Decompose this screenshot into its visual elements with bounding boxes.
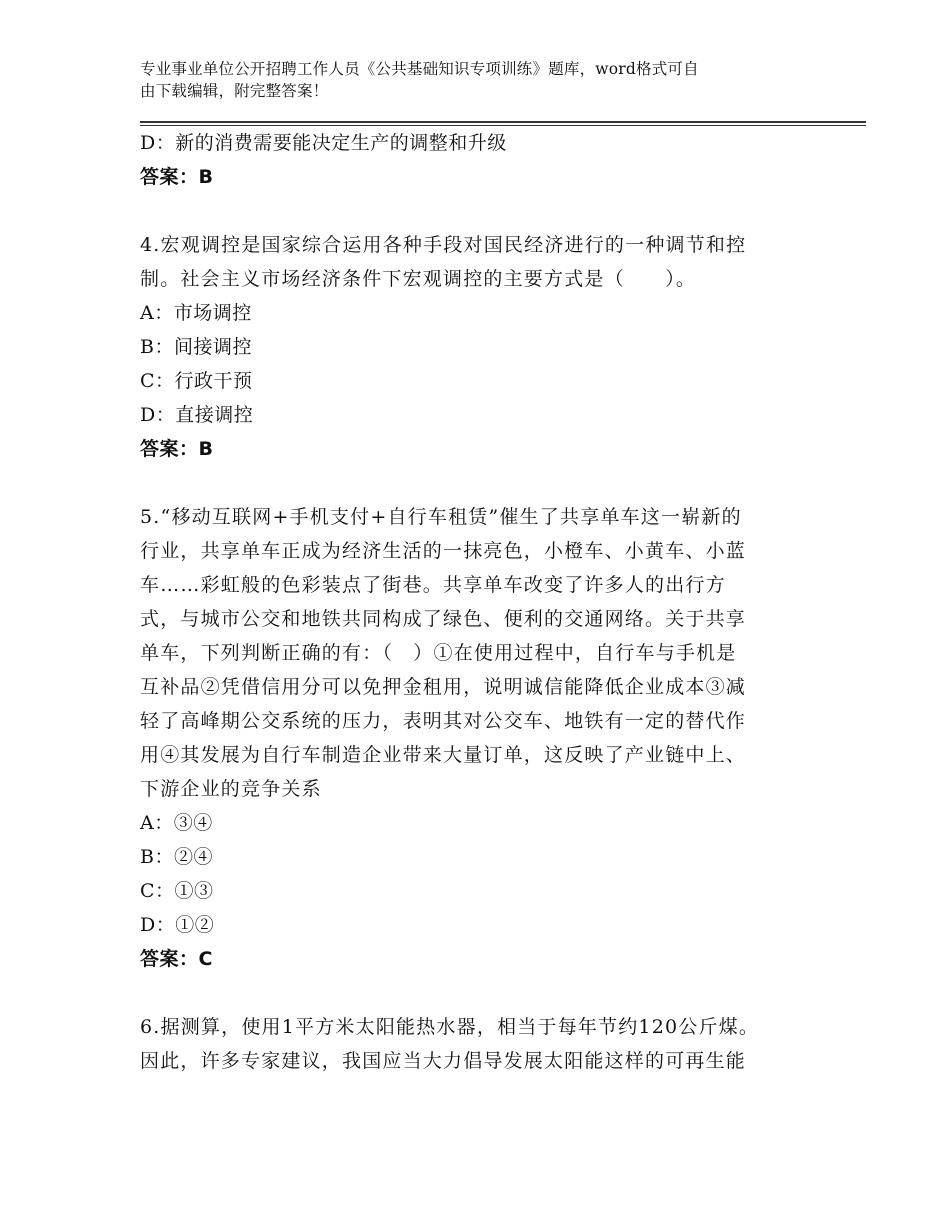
header-line-1: 专业事业单位公开招聘工作人员《公共基础知识专项训练》题库，word格式可自 bbox=[140, 60, 699, 78]
q5-option-a: A：③④ bbox=[140, 812, 213, 834]
page-header bbox=[140, 58, 810, 102]
q3-answer: 答案：B bbox=[140, 166, 214, 188]
q4-stem-line: 制。社会主义市场经济条件下宏观调控的主要方式是（ ）。 bbox=[140, 268, 697, 290]
q4-option-a: A：市场调控 bbox=[140, 302, 252, 324]
question-3-tail bbox=[140, 126, 820, 194]
q6-stem-line: 因此，许多专家建议，我国应当大力倡导发展太阳能这样的可再生能 bbox=[140, 1050, 747, 1072]
q4-option-b: B：间接调控 bbox=[140, 336, 252, 358]
header-rule-thick bbox=[140, 121, 866, 123]
q3-option-d: D：新的消费需要能决定生产的调整和升级 bbox=[140, 132, 507, 154]
q5-stem-line: 单车，下列判断正确的有：（ ）①在使用过程中，自行车与手机是 bbox=[140, 642, 737, 664]
q4-option-c: C：行政干预 bbox=[140, 370, 253, 392]
q5-stem-line: 式，与城市公交和地铁共同构成了绿色、便利的交通网络。关于共享 bbox=[140, 608, 747, 630]
q5-stem-line: 车……彩虹般的色彩装点了街巷。共享单车改变了许多人的出行方 bbox=[140, 574, 726, 596]
q5-stem-line: 行业，共享单车正成为经济生活的一抹亮色，小橙车、小黄车、小蓝 bbox=[140, 540, 747, 562]
spacer bbox=[140, 466, 820, 500]
q5-option-c: C：①③ bbox=[140, 880, 214, 902]
q5-answer: 答案：C bbox=[140, 948, 213, 970]
question-6 bbox=[140, 1010, 820, 1078]
spacer bbox=[140, 194, 820, 228]
q4-option-d: D：直接调控 bbox=[140, 404, 254, 426]
q4-answer: 答案：B bbox=[140, 438, 214, 460]
spacer bbox=[140, 976, 820, 1010]
q5-stem-line: 5.“移动互联网+手机支付+自行车租赁”催生了共享单车这一崭新的 bbox=[140, 506, 742, 528]
q6-stem-line: 6.据测算，使用1平方米太阳能热水器，相当于每年节约120公斤煤。 bbox=[140, 1016, 760, 1038]
question-4 bbox=[140, 228, 820, 466]
q5-stem-line: 互补品②凭借信用分可以免押金租用，说明诚信能降低企业成本③减 bbox=[140, 676, 747, 698]
q5-stem-line: 轻了高峰期公交系统的压力，表明其对公交车、地铁有一定的替代作 bbox=[140, 710, 747, 732]
question-content bbox=[140, 126, 820, 1078]
q4-stem-line: 4.宏观调控是国家综合运用各种手段对国民经济进行的一种调节和控 bbox=[140, 234, 747, 256]
q5-stem-line: 用④其发展为自行车制造企业带来大量订单，这反映了产业链中上、 bbox=[140, 744, 747, 766]
question-5 bbox=[140, 500, 820, 976]
header-line-2: 由下载编辑，附完整答案！ bbox=[140, 82, 329, 100]
q5-stem-line: 下游企业的竞争关系 bbox=[140, 778, 322, 800]
q5-option-d: D：①② bbox=[140, 914, 215, 936]
q5-option-b: B：②④ bbox=[140, 846, 213, 868]
